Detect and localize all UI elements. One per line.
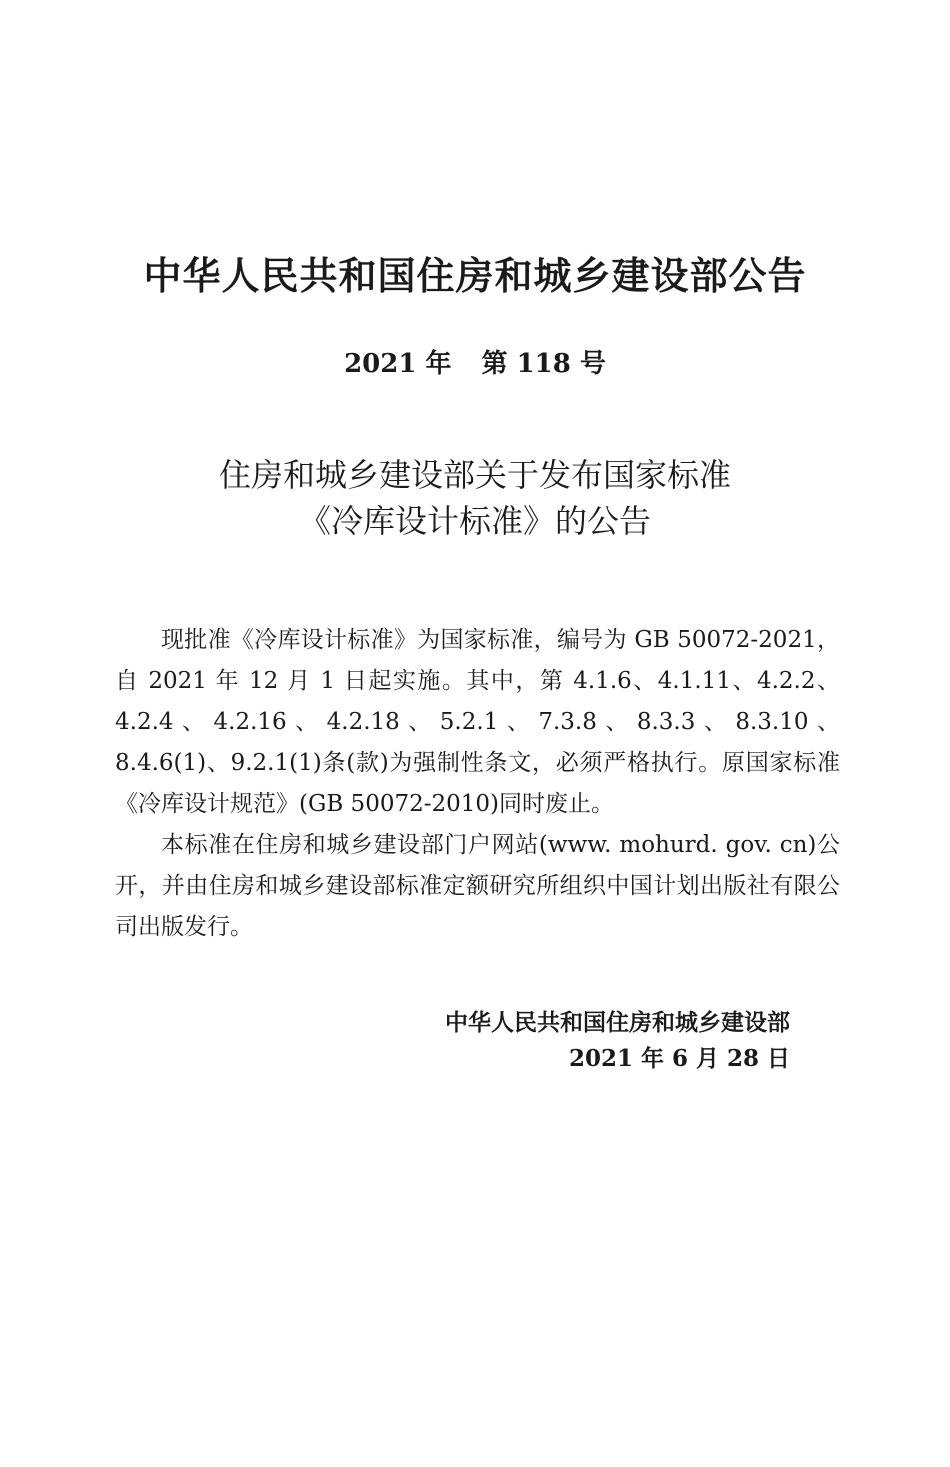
notice-title-line-1: 住房和城乡建设部关于发布国家标准 <box>218 456 731 494</box>
body-paragraph-1: 现批准《冷库设计标准》为国家标准，编号为 GB 50072-2021，自 2021 年 12 月 1 日起实施。其中，第 4.1.6、4.1.11、4.2.2、4.2.4、4.2.16、4.2.18、5.2.1、7.3.8、8.3.3、8.3.10、8.4.6(1)、9.2.1(1)条(款)为强制性条文，必须严格执行。原国家标准《冷库设计规范》(GB 50072-2010)同时废止。 <box>115 627 840 817</box>
notice-body <box>115 620 840 948</box>
issue-number-line <box>0 343 950 380</box>
signature-block <box>445 1005 790 1077</box>
issue-number: 第 118 号 <box>481 349 606 379</box>
signature-organization: 中华人民共和国住房和城乡建设部 <box>445 1010 790 1036</box>
notice-title <box>0 452 950 544</box>
signature-date: 2021 年 6 月 28 日 <box>568 1045 790 1072</box>
issue-year: 2021 年 <box>344 349 452 379</box>
notice-title-line-2: 《冷库设计标准》的公告 <box>298 502 651 540</box>
body-paragraph-2: 本标准在住房和城乡建设部门户网站(www. mohurd. gov. cn)公开，并由住房和城乡建设部标准定额研究所组织中国计划出版社有限公司出版发行。 <box>115 832 840 940</box>
announcement-heading: 中华人民共和国住房和城乡建设部公告 <box>143 254 807 298</box>
